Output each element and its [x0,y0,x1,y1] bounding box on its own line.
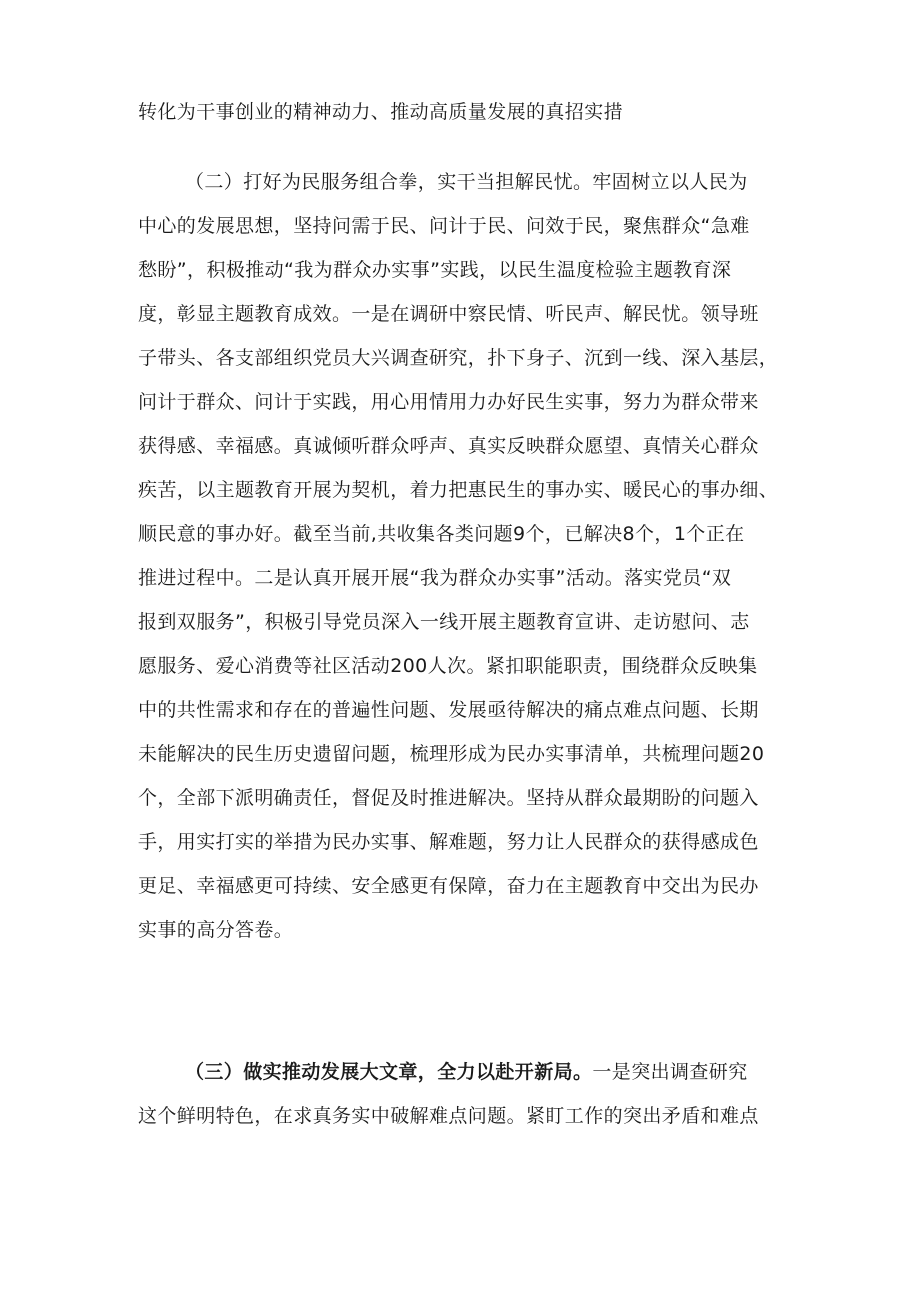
paragraph-line: 手，用实打实的举措为民办实事、解难题，努力让人民群众的获得感成色 [138,831,759,853]
paragraph-line: 这个鲜明特色，在求真务实中破解难点问题。紧盯工作的突出矛盾和难点 [138,1105,759,1127]
paragraph-line: 愁盼”，积极推动“我为群众办实事”实践，以民生温度检验主题教育深 [138,259,732,281]
paragraph-line: 顺民意的事办好。截至当前,共收集各类问题9个，已解决8个，1个正在 [138,523,745,545]
paragraph-line: 实事的高分答卷。 [138,919,294,941]
carry-over-line: 转化为干事创业的精神动力、推动高质量发展的真招实措 [138,101,624,123]
paragraph-line: 问计于群众、问计于实践，用心用情用力办好民生实事，努力为群众带来 [138,391,759,413]
paragraph-line: 疾苦，以主题教育开展为契机，着力把惠民生的事办实、暖民心的事办细、 [138,479,779,501]
paragraph-line: （二）打好为民服务组合拳，实干当担解民忧。牢固树立以人民为 [185,171,748,193]
paragraph-line: 个，全部下派明确责任，督促及时推进解决。坚持从群众最期盼的问题入 [138,787,759,809]
section-heading: （三）做实推动发展大文章，全力以赴开新局。 [185,1061,593,1083]
paragraph-line: 更足、幸福感更可持续、安全感更有保障，奋力在主题教育中交出为民办 [138,875,759,897]
paragraph-line: 度，彰显主题教育成效。一是在调研中察民情、听民声、解民忧。领导班 [138,303,759,325]
heading-continuation: 一是突出调查研究 [592,1061,748,1083]
paragraph-line: 子带头、各支部组织党员大兴调查研究，扑下身子、沉到一线、深入基层， [138,347,779,369]
paragraph-line: 愿服务、爱心消费等社区活动200人次。紧扣职能职责，围绕群众反映集 [138,655,758,677]
paragraph-line: 未能解决的民生历史遗留问题，梳理形成为民办实事清单，共梳理问题20 [138,743,765,765]
paragraph-line: 获得感、幸福感。真诚倾听群众呼声、真实反映群众愿望、真情关心群众 [138,435,759,457]
paragraph-line: 报到双服务”，积极引导党员深入一线开展主题教育宣讲、走访慰问、志 [138,611,750,633]
paragraph-line: 中心的发展思想，坚持问需于民、问计于民、问效于民，聚焦群众“急难 [138,215,750,237]
paragraph-line: 中的共性需求和存在的普遍性问题、发展亟待解决的痛点难点问题、长期 [138,699,759,721]
paragraph-line [185,1057,845,1087]
paragraph-line: 推进过程中。二是认真开展开展“我为群众办实事”活动。落实党员“双 [138,567,732,589]
